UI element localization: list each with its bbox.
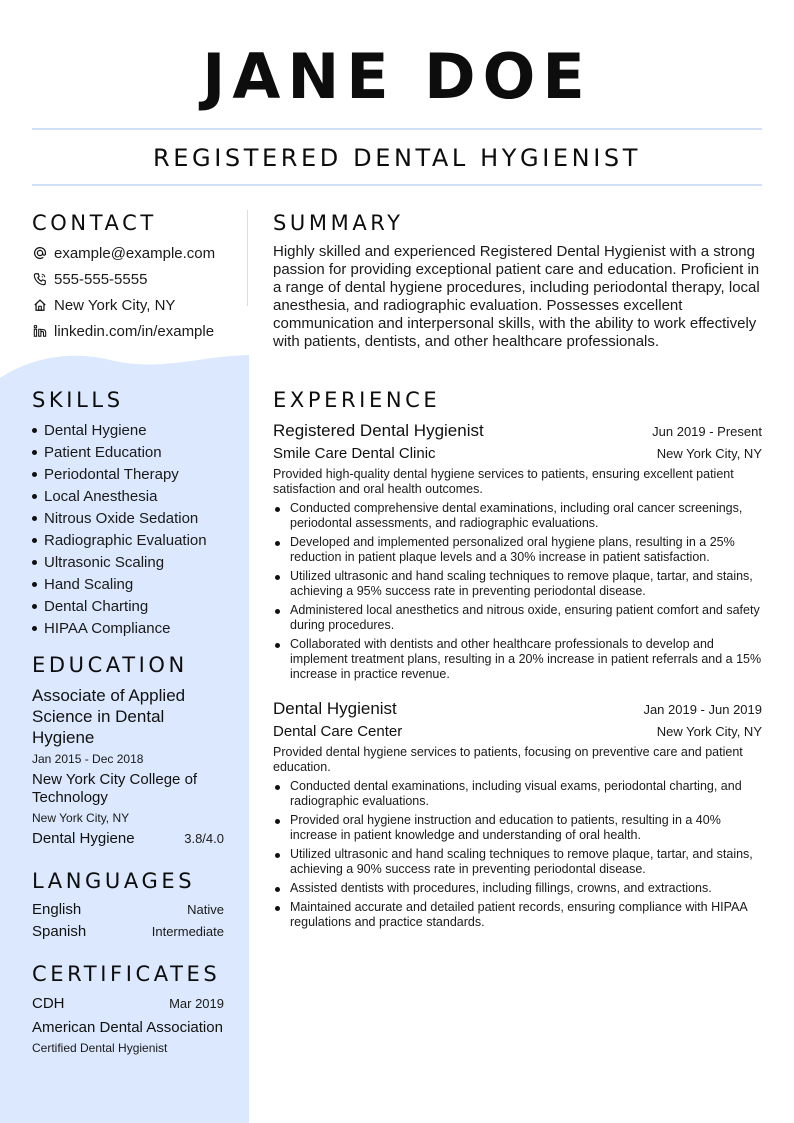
contact-email[interactable] bbox=[32, 242, 215, 264]
bullet-icon bbox=[32, 582, 37, 587]
education-heading: EDUCATION bbox=[32, 653, 188, 677]
job-dates: Jan 2019 - Jun 2019 bbox=[643, 702, 762, 717]
list-item: Provided oral hygiene instruction and education to patients, resulting in a 40% increase in patient knowledge and understanding of oral health. bbox=[273, 813, 763, 843]
job-title: Registered Dental Hygienist bbox=[273, 421, 484, 440]
job-header bbox=[273, 699, 762, 719]
education-school: New York City College of Technology bbox=[32, 771, 198, 806]
job-location: New York City, NY bbox=[656, 446, 762, 461]
bullet-icon bbox=[32, 494, 37, 499]
language-row bbox=[32, 901, 224, 918]
job-subheader bbox=[273, 723, 762, 740]
contact-email-text: example@example.com bbox=[54, 244, 216, 262]
bullet-icon bbox=[32, 626, 37, 631]
skill-item: Ultrasonic Scaling bbox=[32, 551, 207, 573]
contact-linkedin[interactable] bbox=[32, 320, 214, 342]
contact-location-text: New York City, NY bbox=[54, 296, 176, 314]
certificate-row bbox=[32, 995, 224, 1012]
language-name: Spanish bbox=[32, 923, 87, 940]
list-item: Collaborated with dentists and other healthcare professionals to develop and implement treatment plans, resulting in a 20% increase in patient referrals and a 15% increase in practice revenue. bbox=[273, 637, 763, 682]
language-name: English bbox=[32, 901, 82, 918]
bullet-icon bbox=[32, 450, 37, 455]
summary-text: Highly skilled and experienced Registered Dental Hygienist with a strong passion for providing exceptional patient care and education. Proficient in a range of dental hygiene procedures, including periodontal therapy, local anesthesia, and radiographic evaluation. Possesses excellent communication and interpersonal skills, with the ability to work effectively with patients, dentists, and other healthcare professionals. bbox=[273, 243, 760, 350]
job-role-title: REGISTERED DENTAL HYGIENIST bbox=[152, 144, 641, 172]
column-divider bbox=[247, 210, 248, 306]
bullet-icon bbox=[32, 428, 37, 433]
certificate-date: Mar 2019 bbox=[169, 996, 224, 1011]
summary-heading: SUMMARY bbox=[273, 211, 404, 235]
job-title: Dental Hygienist bbox=[273, 699, 397, 718]
education-field-row bbox=[32, 830, 224, 847]
skill-item: Local Anesthesia bbox=[32, 485, 207, 507]
education-degree: Associate of Applied Science in Dental Hygiene bbox=[32, 686, 186, 747]
job-achievements bbox=[273, 501, 763, 686]
header-divider-top bbox=[32, 128, 762, 130]
header-divider-bottom bbox=[32, 184, 762, 186]
skill-item: Hand Scaling bbox=[32, 573, 207, 595]
language-row bbox=[32, 923, 224, 940]
skill-item: Dental Hygiene bbox=[32, 419, 207, 441]
certificate-name: CDH bbox=[32, 995, 65, 1012]
contact-location bbox=[32, 294, 175, 316]
phone-icon bbox=[32, 271, 48, 287]
bullet-icon bbox=[32, 472, 37, 477]
bullet-icon bbox=[32, 516, 37, 521]
skill-item: Dental Charting bbox=[32, 595, 207, 617]
skills-list bbox=[32, 419, 207, 639]
certificate-detail: Certified Dental Hygienist bbox=[32, 1041, 168, 1055]
job-subheader bbox=[273, 445, 762, 462]
job-header bbox=[273, 421, 762, 441]
job-location: New York City, NY bbox=[656, 724, 762, 739]
certificates-heading: CERTIFICATES bbox=[32, 962, 221, 986]
experience-heading: EXPERIENCE bbox=[273, 388, 441, 412]
skill-item: Periodontal Therapy bbox=[32, 463, 207, 485]
contact-phone-text: 555-555-5555 bbox=[54, 270, 148, 288]
languages-heading: LANGUAGES bbox=[32, 869, 196, 893]
list-item: Conducted dental examinations, including visual exams, periodontal charting, and radiographic evaluations. bbox=[273, 779, 763, 809]
list-item: Administered local anesthetics and nitrous oxide, ensuring patient comfort and safety during procedures. bbox=[273, 603, 763, 633]
home-icon bbox=[32, 297, 48, 313]
list-item: Conducted comprehensive dental examinations, including oral cancer screenings, periodontal assessments, and radiographic evaluations. bbox=[273, 501, 763, 531]
language-level: Intermediate bbox=[151, 924, 224, 939]
linkedin-icon bbox=[32, 323, 48, 339]
list-item: Utilized ultrasonic and hand scaling techniques to remove plaque, tartar, and stains, achieving a 95% success rate in preventing periodontal disease. bbox=[273, 569, 763, 599]
certificate-issuer: American Dental Association bbox=[32, 1019, 223, 1036]
job-company: Dental Care Center bbox=[273, 723, 403, 740]
list-item: Assisted dentists with procedures, including fillings, crowns, and extractions. bbox=[273, 881, 763, 896]
education-field: Dental Hygiene bbox=[32, 830, 135, 847]
list-item: Utilized ultrasonic and hand scaling techniques to remove plaque, tartar, and stains, achieving a 90% success rate in preventing periodontal disease. bbox=[273, 847, 763, 877]
job-description: Provided dental hygiene services to patients, focusing on preventive care and patient education. bbox=[273, 745, 743, 774]
bullet-icon bbox=[32, 538, 37, 543]
contact-phone[interactable] bbox=[32, 268, 147, 290]
education-gpa: 3.8/4.0 bbox=[184, 831, 224, 846]
contact-linkedin-text: linkedin.com/in/example bbox=[54, 322, 215, 340]
job-dates: Jun 2019 - Present bbox=[652, 424, 762, 439]
job-description: Provided high-quality dental hygiene services to patients, ensuring excellent patient satisfaction and oral health outcomes. bbox=[273, 467, 734, 496]
at-icon bbox=[32, 245, 48, 261]
bullet-icon bbox=[32, 560, 37, 565]
skill-item: Nitrous Oxide Sedation bbox=[32, 507, 207, 529]
list-item: Developed and implemented personalized oral hygiene plans, resulting in a 25% reduction in patient plaque levels and a 30% increase in patient satisfaction. bbox=[273, 535, 763, 565]
candidate-name: JANE DOE bbox=[202, 40, 592, 113]
skill-item: Patient Education bbox=[32, 441, 207, 463]
education-location: New York City, NY bbox=[32, 811, 130, 825]
job-achievements bbox=[273, 779, 763, 934]
list-item: Maintained accurate and detailed patient records, ensuring compliance with HIPAA regulations and practice standards. bbox=[273, 900, 763, 930]
contact-heading: CONTACT bbox=[32, 211, 157, 235]
skill-item: Radiographic Evaluation bbox=[32, 529, 207, 551]
skill-item: HIPAA Compliance bbox=[32, 617, 207, 639]
job-company: Smile Care Dental Clinic bbox=[273, 445, 436, 462]
bullet-icon bbox=[32, 604, 37, 609]
education-dates: Jan 2015 - Dec 2018 bbox=[32, 752, 144, 766]
language-level: Native bbox=[187, 902, 224, 917]
skills-heading: SKILLS bbox=[32, 388, 124, 412]
